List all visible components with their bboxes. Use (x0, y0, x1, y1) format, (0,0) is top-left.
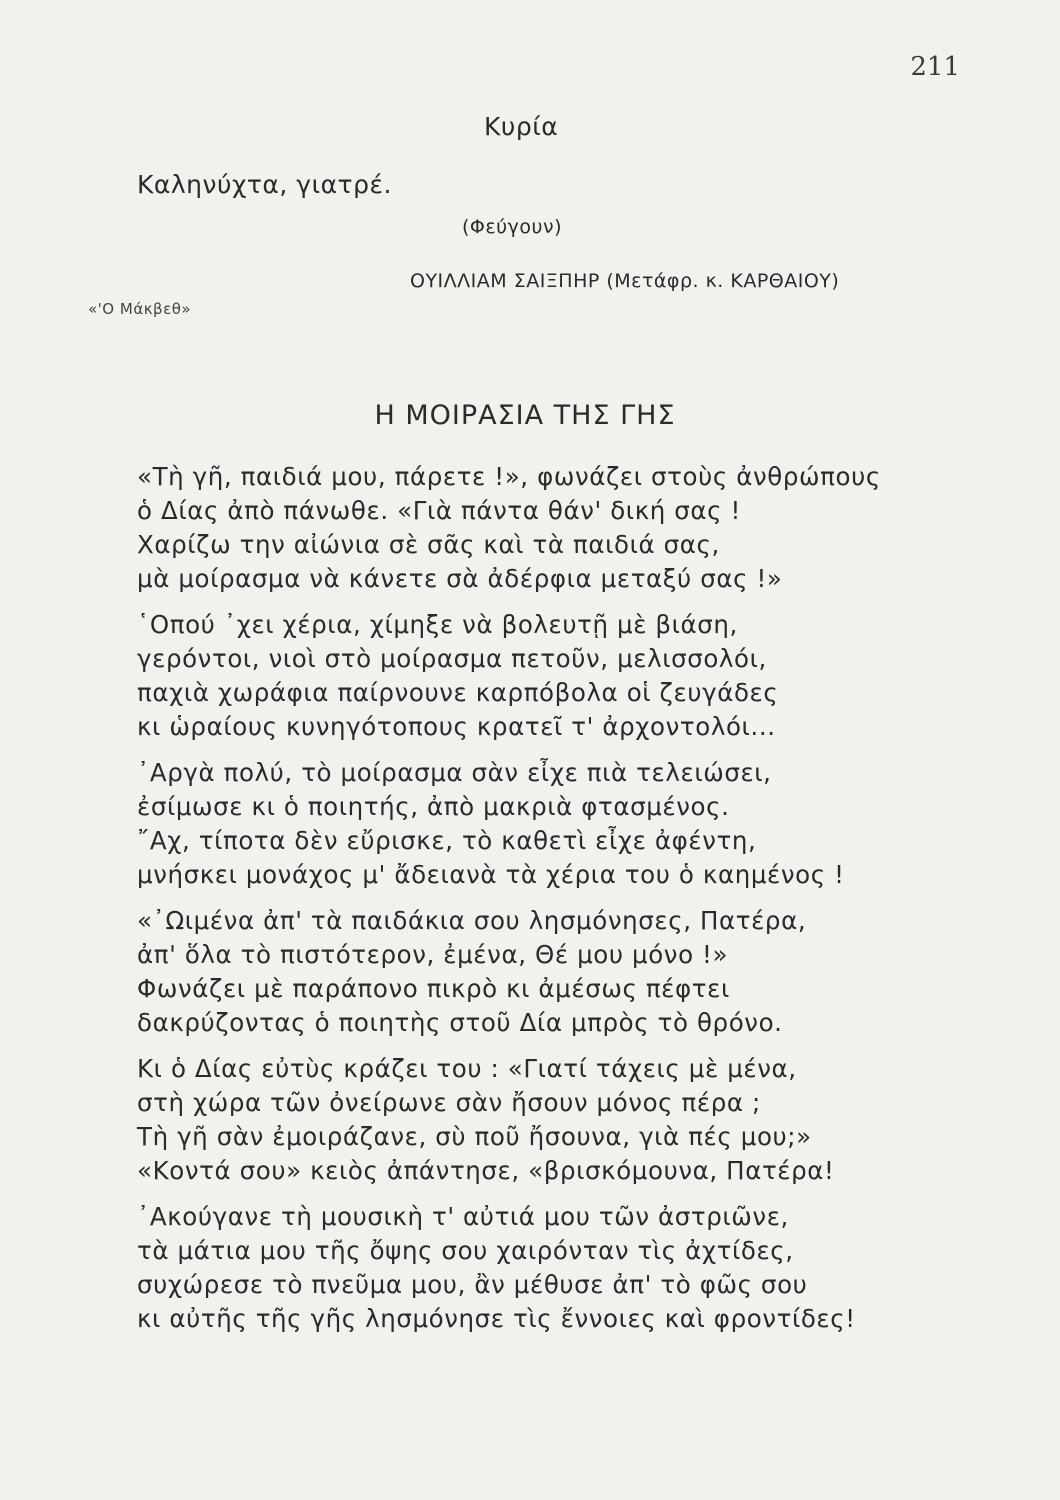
verse-line: «Κοντά σου» κειὸς ἀπάντησε, «βρισκόμουνα, Πατέρα! (137, 1156, 835, 1185)
verse-line: ῾Οπού ᾿χει χέρια, χίμηξε νὰ βολευτῇ μὲ βιάση, (137, 610, 738, 639)
verse-line: κι ὡραίους κυνηγότοπους κρατεῖ τ' ἀρχοντολόι... (137, 712, 776, 741)
author-credit: ΟΥΙΛΛΙΑΜ ΣΑΙΞΠΗΡ (Μετάφρ. κ. ΚΑΡΘΑΙΟΥ) (410, 270, 840, 292)
source-work-title: «'Ο Μάκβεθ» (88, 300, 192, 318)
stage-direction: (Φεύγουν) (462, 216, 563, 238)
stanza (137, 608, 987, 744)
verse-line: Φωνάζει μὲ παράπονο πικρὸ κι ἀμέσως πέφτει (137, 974, 730, 1003)
verse-line: ὁ Δίας ἀπὸ πάνωθε. «Γιὰ πάντα θάν' δική σας ! (137, 496, 741, 525)
verse-line: συχώρεσε τὸ πνεῦμα μου, ἂν μέθυσε ἀπ' τὸ φῶς σου (137, 1270, 808, 1299)
verse-line: Χαρίζω την αἰώνια σὲ σᾶς καὶ τὰ παιδιά σας, (137, 530, 720, 559)
poem-body (137, 460, 987, 1348)
page-number: 211 (910, 52, 960, 82)
stanza (137, 1200, 987, 1336)
verse-line: «Τὴ γῆ, παιδιά μου, πάρετε !», φωνάζει στοὺς ἀνθρώπους (137, 462, 881, 491)
stanza (137, 904, 987, 1040)
verse-line: Κι ὁ Δίας εὐτὺς κράζει του : «Γιατί τάχεις μὲ μένα, (137, 1054, 797, 1083)
verse-line: ᾿Ακούγανε τὴ μουσικὴ τ' αὐτιά μου τῶν ἀστριῶνε, (137, 1202, 789, 1231)
verse-line: δακρύζοντας ὁ ποιητὴς στοῦ Δία μπρὸς τὸ θρόνο. (137, 1008, 783, 1037)
verse-line: παχιὰ χωράφια παίρνουνε καρπόβολα οἱ ζευγάδες (137, 678, 779, 707)
verse-line: ἀπ' ὅλα τὸ πιστότερον, ἐμένα, Θέ μου μόνο !» (137, 940, 729, 969)
verse-line: στὴ χώρα τῶν ὀνείρωνε σὰν ἤσουν μόνος πέρα ; (137, 1088, 761, 1117)
verse-line: τὰ μάτια μου τῆς ὄψης σου χαιρόνταν τὶς ἀχτίδες, (137, 1236, 794, 1265)
verse-line: μὰ μοίρασμα νὰ κάνετε σὰ ἀδέρφια μεταξύ σας !» (137, 564, 783, 593)
speech-line: Καληνύχτα, γιατρέ. (137, 170, 392, 199)
speaker-name: Κυρία (484, 112, 559, 141)
verse-line: μνήσκει μονάχος μ' ἄδειανὰ τὰ χέρια του ὁ καημένος ! (137, 860, 845, 889)
verse-line: «᾿Ωιμένα ἀπ' τὰ παιδάκια σου λησμόνησες, Πατέρα, (137, 906, 807, 935)
stanza (137, 460, 987, 596)
verse-line: ᾿Αργὰ πολύ, τὸ μοίρασμα σὰν εἶχε πιὰ τελειώσει, (137, 758, 772, 787)
poem-title (0, 400, 1060, 431)
verse-line: γερόντοι, νιοὶ στὸ μοίρασμα πετοῦν, μελισσολόι, (137, 644, 767, 673)
stanza (137, 756, 987, 892)
verse-line: κι αὐτῆς τῆς γῆς λησμόνησε τὶς ἔννοιες καὶ φροντίδες! (137, 1304, 856, 1333)
verse-line: Τὴ γῆ σὰν ἐμοιράζανε, σὺ ποῦ ἤσουνα, γιὰ πές μου;» (137, 1122, 812, 1151)
stanza (137, 1052, 987, 1188)
verse-line: ἐσίμωσε κι ὁ ποιητής, ἀπὸ μακριὰ φτασμένος. (137, 792, 730, 821)
verse-line: ῎Αχ, τίποτα δὲν εὔρισκε, τὸ καθετὶ εἶχε ἀφέντη, (137, 826, 757, 855)
poem-title-text: Η ΜΟΙΡΑΣΙΑ ΤΗΣ ΓΗΣ (374, 400, 676, 431)
